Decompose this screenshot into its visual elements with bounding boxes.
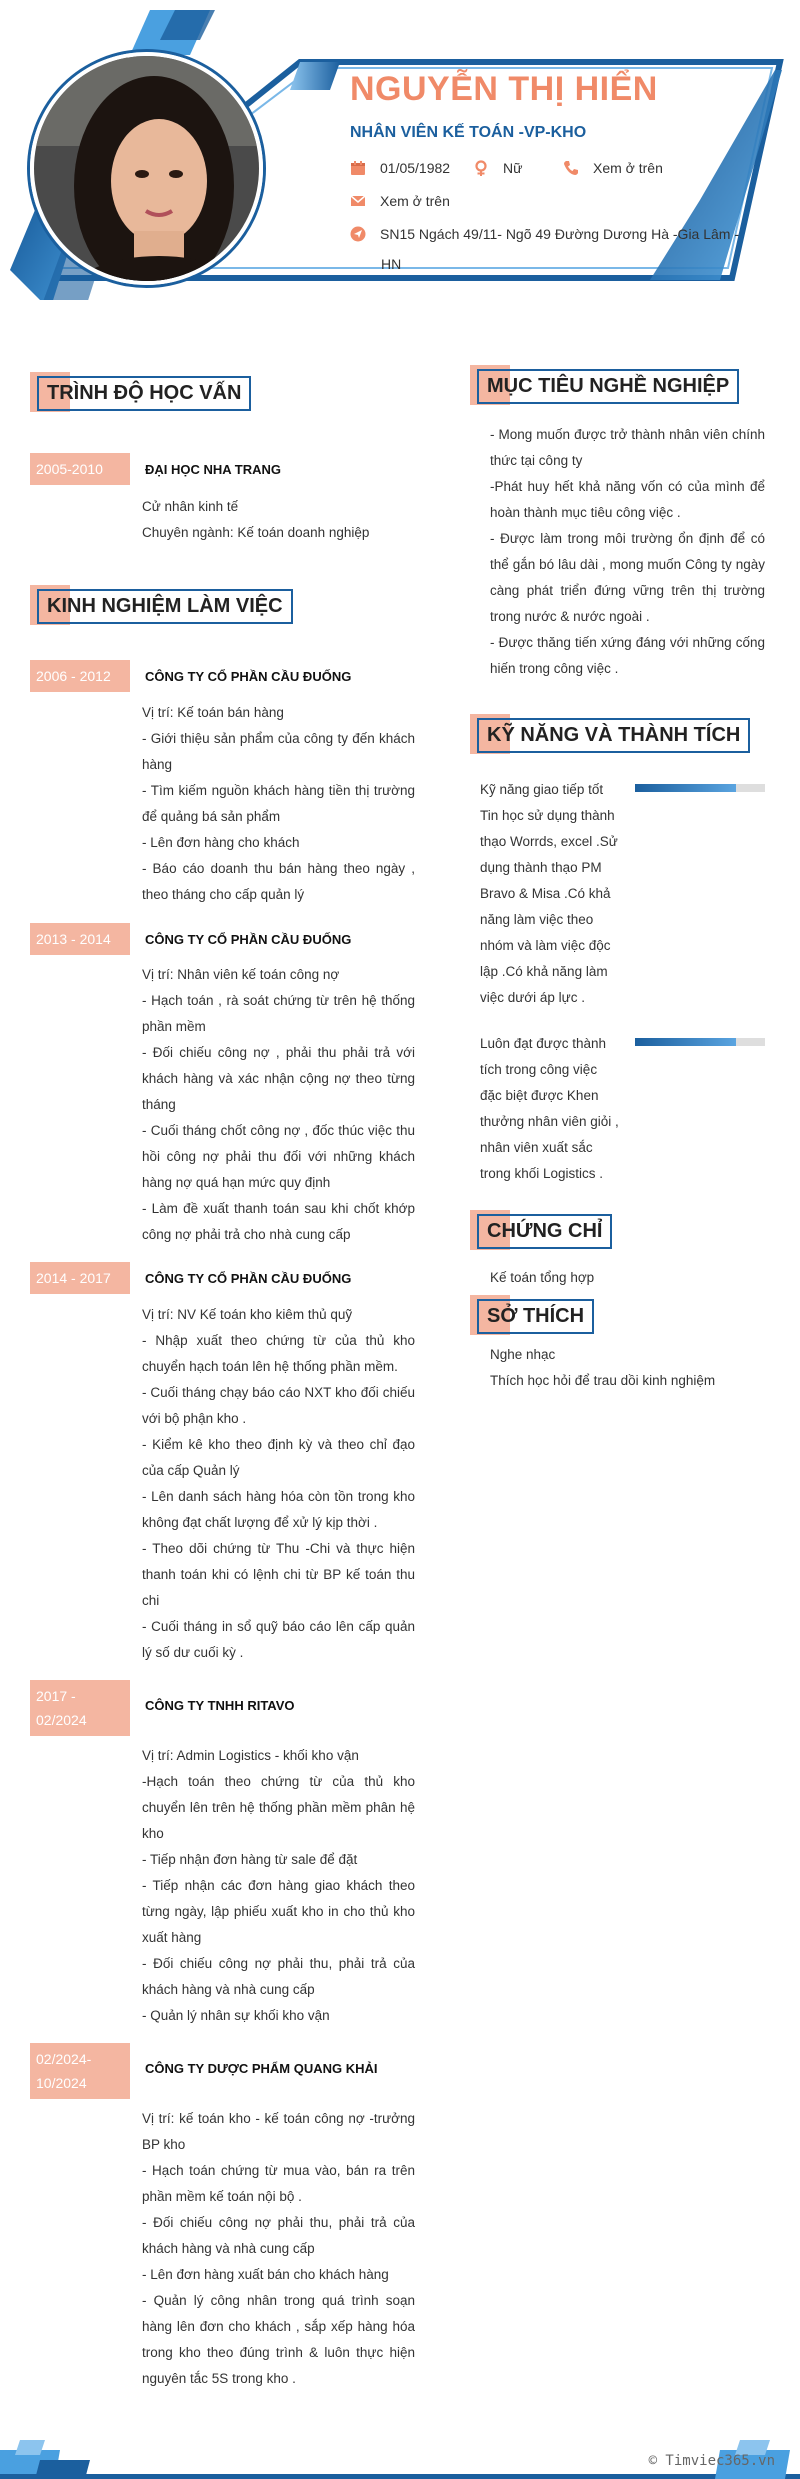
job-line: - Cuối tháng chạy báo cáo NXT kho đối chiếu với bộ phận kho . (142, 1385, 415, 1426)
hobby-item: Thích học hỏi để trau dồi kinh nghiệm (490, 1373, 716, 1388)
phone-icon (563, 160, 579, 176)
gender-info (473, 160, 522, 176)
skill-2-bar-fill (635, 1038, 736, 1046)
hobbies-heading: SỞ THÍCH (477, 1299, 594, 1334)
skills-heading: KỸ NĂNG VÀ THÀNH TÍCH (477, 718, 750, 753)
experience-title (30, 585, 290, 625)
job-3-details (142, 1302, 415, 1666)
hobbies-title (470, 1295, 600, 1335)
skill-2-bar (635, 1038, 765, 1046)
job-4-period: 2017 - 02/2024 (30, 1680, 130, 1736)
job-3-company: CÔNG TY CỔ PHẦN CẦU ĐUỐNG (145, 1271, 352, 1286)
objective-heading: MỤC TIÊU NGHỀ NGHIỆP (477, 369, 739, 404)
job-1-period: 2006 - 2012 (30, 660, 130, 692)
phone-info (563, 160, 663, 176)
job-line: - Đối chiếu công nợ phải thu, phải trả của khách hàng và nhà cung cấp (142, 1956, 415, 1997)
job-line: - Tiếp nhận đơn hàng từ sale để đặt (142, 1852, 358, 1867)
education-school: ĐẠI HỌC NHA TRANG (145, 462, 282, 477)
phone-value: Xem ở trên (593, 160, 663, 176)
job-2-details (142, 962, 415, 1248)
birthday-info (350, 160, 450, 176)
job-line: - Làm đề xuất thanh toán sau khi chốt khớp công nợ phải trả cho nhà cung cấp (142, 1201, 415, 1242)
avatar (30, 52, 263, 285)
address-line-1: SN15 Ngách 49/11- Ngõ 49 Đường Dương Hà -Gia Lâm - (380, 226, 740, 242)
email-info (350, 193, 450, 209)
birthday-value: 01/05/1982 (380, 160, 451, 176)
job-line: - Tiếp nhận các đơn hàng giao khách theo từng ngày, lập phiếu xuất kho in cho thủ kho xuất hàng (142, 1878, 415, 1945)
gender-icon (473, 160, 489, 176)
job-2-period: 2013 - 2014 (30, 923, 130, 955)
avatar-photo (34, 56, 263, 285)
job-line: - Quản lý nhân sự khối kho vận (142, 2008, 330, 2023)
candidate-position: NHÂN VIÊN KẾ TOÁN -VP-KHO (350, 124, 587, 141)
address-line-2: HN (381, 256, 402, 272)
job-1-company: CÔNG TY CỔ PHẦN CẦU ĐUỐNG (145, 669, 352, 684)
objective-title (470, 365, 730, 405)
job-5-period: 02/2024- 10/2024 (30, 2043, 130, 2099)
objective-line: - Được làm trong môi trường ổn định để có thể gắn bó lâu dài , mong muốn Công ty ngày càng phát triển đứng vững trên thị trường trong nước & nước ngoài . (490, 531, 765, 624)
job-line: Vị trí: Nhân viên kế toán công nợ (142, 967, 340, 982)
job-line: - Kiểm kê kho theo định kỳ và theo chỉ đạo của cấp Quản lý (142, 1437, 415, 1478)
hobby-item: Nghe nhạc (490, 1347, 556, 1362)
certificates-title (470, 1210, 620, 1250)
job-2-company: CÔNG TY CỔ PHẦN CẦU ĐUỐNG (145, 932, 352, 947)
job-line: - Theo dõi chứng từ Thu -Chi và thực hiện thanh toán khi có lệnh chi từ BP kế toán thu chi (142, 1541, 415, 1608)
skills-title (470, 714, 740, 754)
job-line: Vị trí: Kế toán bán hàng (142, 705, 284, 720)
job-line: Vị trí: Admin Logistics - khối kho vận (142, 1748, 359, 1763)
skill-1-text: Kỹ năng giao tiếp tốt Tin học sử dụng thành thạo Worrds, excel .Sử dụng thành thạo PM Bravo & Misa .Có khả năng làm việc theo nhóm và làm việc độc lập .Có khả năng làm việc dưới áp lực . (480, 782, 618, 1005)
education-heading: TRÌNH ĐỘ HỌC VẤN (37, 376, 251, 411)
education-period: 2005-2010 (30, 453, 130, 485)
education-title (30, 372, 260, 412)
calendar-icon (350, 160, 366, 176)
cv-header (0, 0, 800, 300)
location-icon (350, 226, 366, 242)
education-line: Chuyên ngành: Kế toán doanh nghiệp (142, 525, 370, 540)
experience-heading: KINH NGHIỆM LÀM VIỆC (37, 589, 293, 624)
objective-line: -Phát huy hết khả năng vốn có của mình để hoàn thành mục tiêu công việc . (490, 479, 765, 520)
gender-value: Nữ (503, 160, 523, 176)
address-info (350, 226, 739, 242)
job-line: - Hạch toán chứng từ mua vào, bán ra trên phần mềm kế toán nội bộ . (142, 2163, 415, 2204)
job-line: - Cuối tháng in sổ quỹ báo cáo lên cấp quản lý số dư cuối kỳ . (142, 1619, 415, 1660)
footer-watermark: © Timviec365.vn (648, 2453, 775, 2469)
certificate-item: Kế toán tổng hợp (490, 1270, 595, 1285)
job-1-details (142, 700, 415, 908)
job-4-details (142, 1743, 415, 2029)
job-line: - Nhập xuất theo chứng từ của thủ kho chuyển hạch toán lên hệ thống phần mềm. (142, 1333, 415, 1374)
skill-1-bar-fill (635, 784, 736, 792)
objective-line: - Được thăng tiến xứng đáng với những cống hiến trong công việc . (490, 635, 765, 676)
candidate-name: NGUYỄN THỊ HIỂN (350, 70, 658, 108)
job-4-company: CÔNG TY TNHH RITAVO (145, 1698, 295, 1713)
objective-text (490, 422, 765, 682)
job-line: Vị trí: NV Kế toán kho kiêm thủ quỹ (142, 1307, 353, 1322)
job-line: - Quản lý công nhân trong quá trình soạn hàng lên đơn cho khách , sắp xếp hàng hóa trong kho theo đúng trình & luôn thực hiện nguyên tắc 5S trong kho . (142, 2293, 415, 2386)
job-line: - Đối chiếu công nợ , phải thu phải trả với khách hàng và xác nhận cộng nợ theo từng tháng (142, 1045, 415, 1112)
objective-line: - Mong muốn được trở thành nhân viên chính thức tại công ty (490, 427, 765, 468)
job-line: - Báo cáo doanh thu bán hàng theo ngày , theo tháng cho cấp quản lý (142, 861, 415, 902)
job-line: - Tìm kiếm nguồn khách hàng tiền thị trường để quảng bá sản phẩm (142, 783, 415, 824)
job-line: - Lên đơn hàng xuất bán cho khách hàng (142, 2267, 389, 2282)
job-line: - Giới thiệu sản phẩm của công ty đến khách hàng (142, 731, 415, 772)
certificates-heading: CHỨNG CHỈ (477, 1214, 612, 1249)
job-line: - Cuối tháng chốt công nợ , đốc thúc việc thu hồi công nợ phải thu đối với những khách hàng nợ quá hạn mức quy định (142, 1123, 415, 1190)
education-line: Cử nhân kinh tế (142, 499, 239, 514)
email-value: Xem ở trên (380, 193, 450, 209)
job-line: - Hạch toán , rà soát chứng từ trên hệ thống phần mềm (142, 993, 415, 1034)
job-line: -Hạch toán theo chứng từ của thủ kho chuyển lên trên hệ thống phần mềm phân hệ kho (142, 1774, 415, 1841)
education-details (142, 494, 415, 546)
skill-2-text: Luôn đạt được thành tích trong công việc đặc biệt được Khen thưởng nhân viên giỏi , nhân viên xuất sắc trong khối Logistics . (480, 1036, 619, 1181)
skill-1-bar (635, 784, 765, 792)
job-3-period: 2014 - 2017 (30, 1262, 130, 1294)
email-icon (350, 193, 366, 209)
job-5-company: CÔNG TY DƯỢC PHẨM QUANG KHẢI (145, 2061, 378, 2076)
job-5-details (142, 2106, 415, 2392)
job-line: Vị trí: kế toán kho - kế toán công nợ -trưởng BP kho (142, 2111, 415, 2152)
job-line: - Đối chiếu công nợ phải thu, phải trả của khách hàng và nhà cung cấp (142, 2215, 415, 2256)
job-line: - Lên danh sách hàng hóa còn tồn trong kho không đạt chất lượng để xử lý kịp thời . (142, 1489, 415, 1530)
job-line: - Lên đơn hàng cho khách (142, 835, 300, 850)
